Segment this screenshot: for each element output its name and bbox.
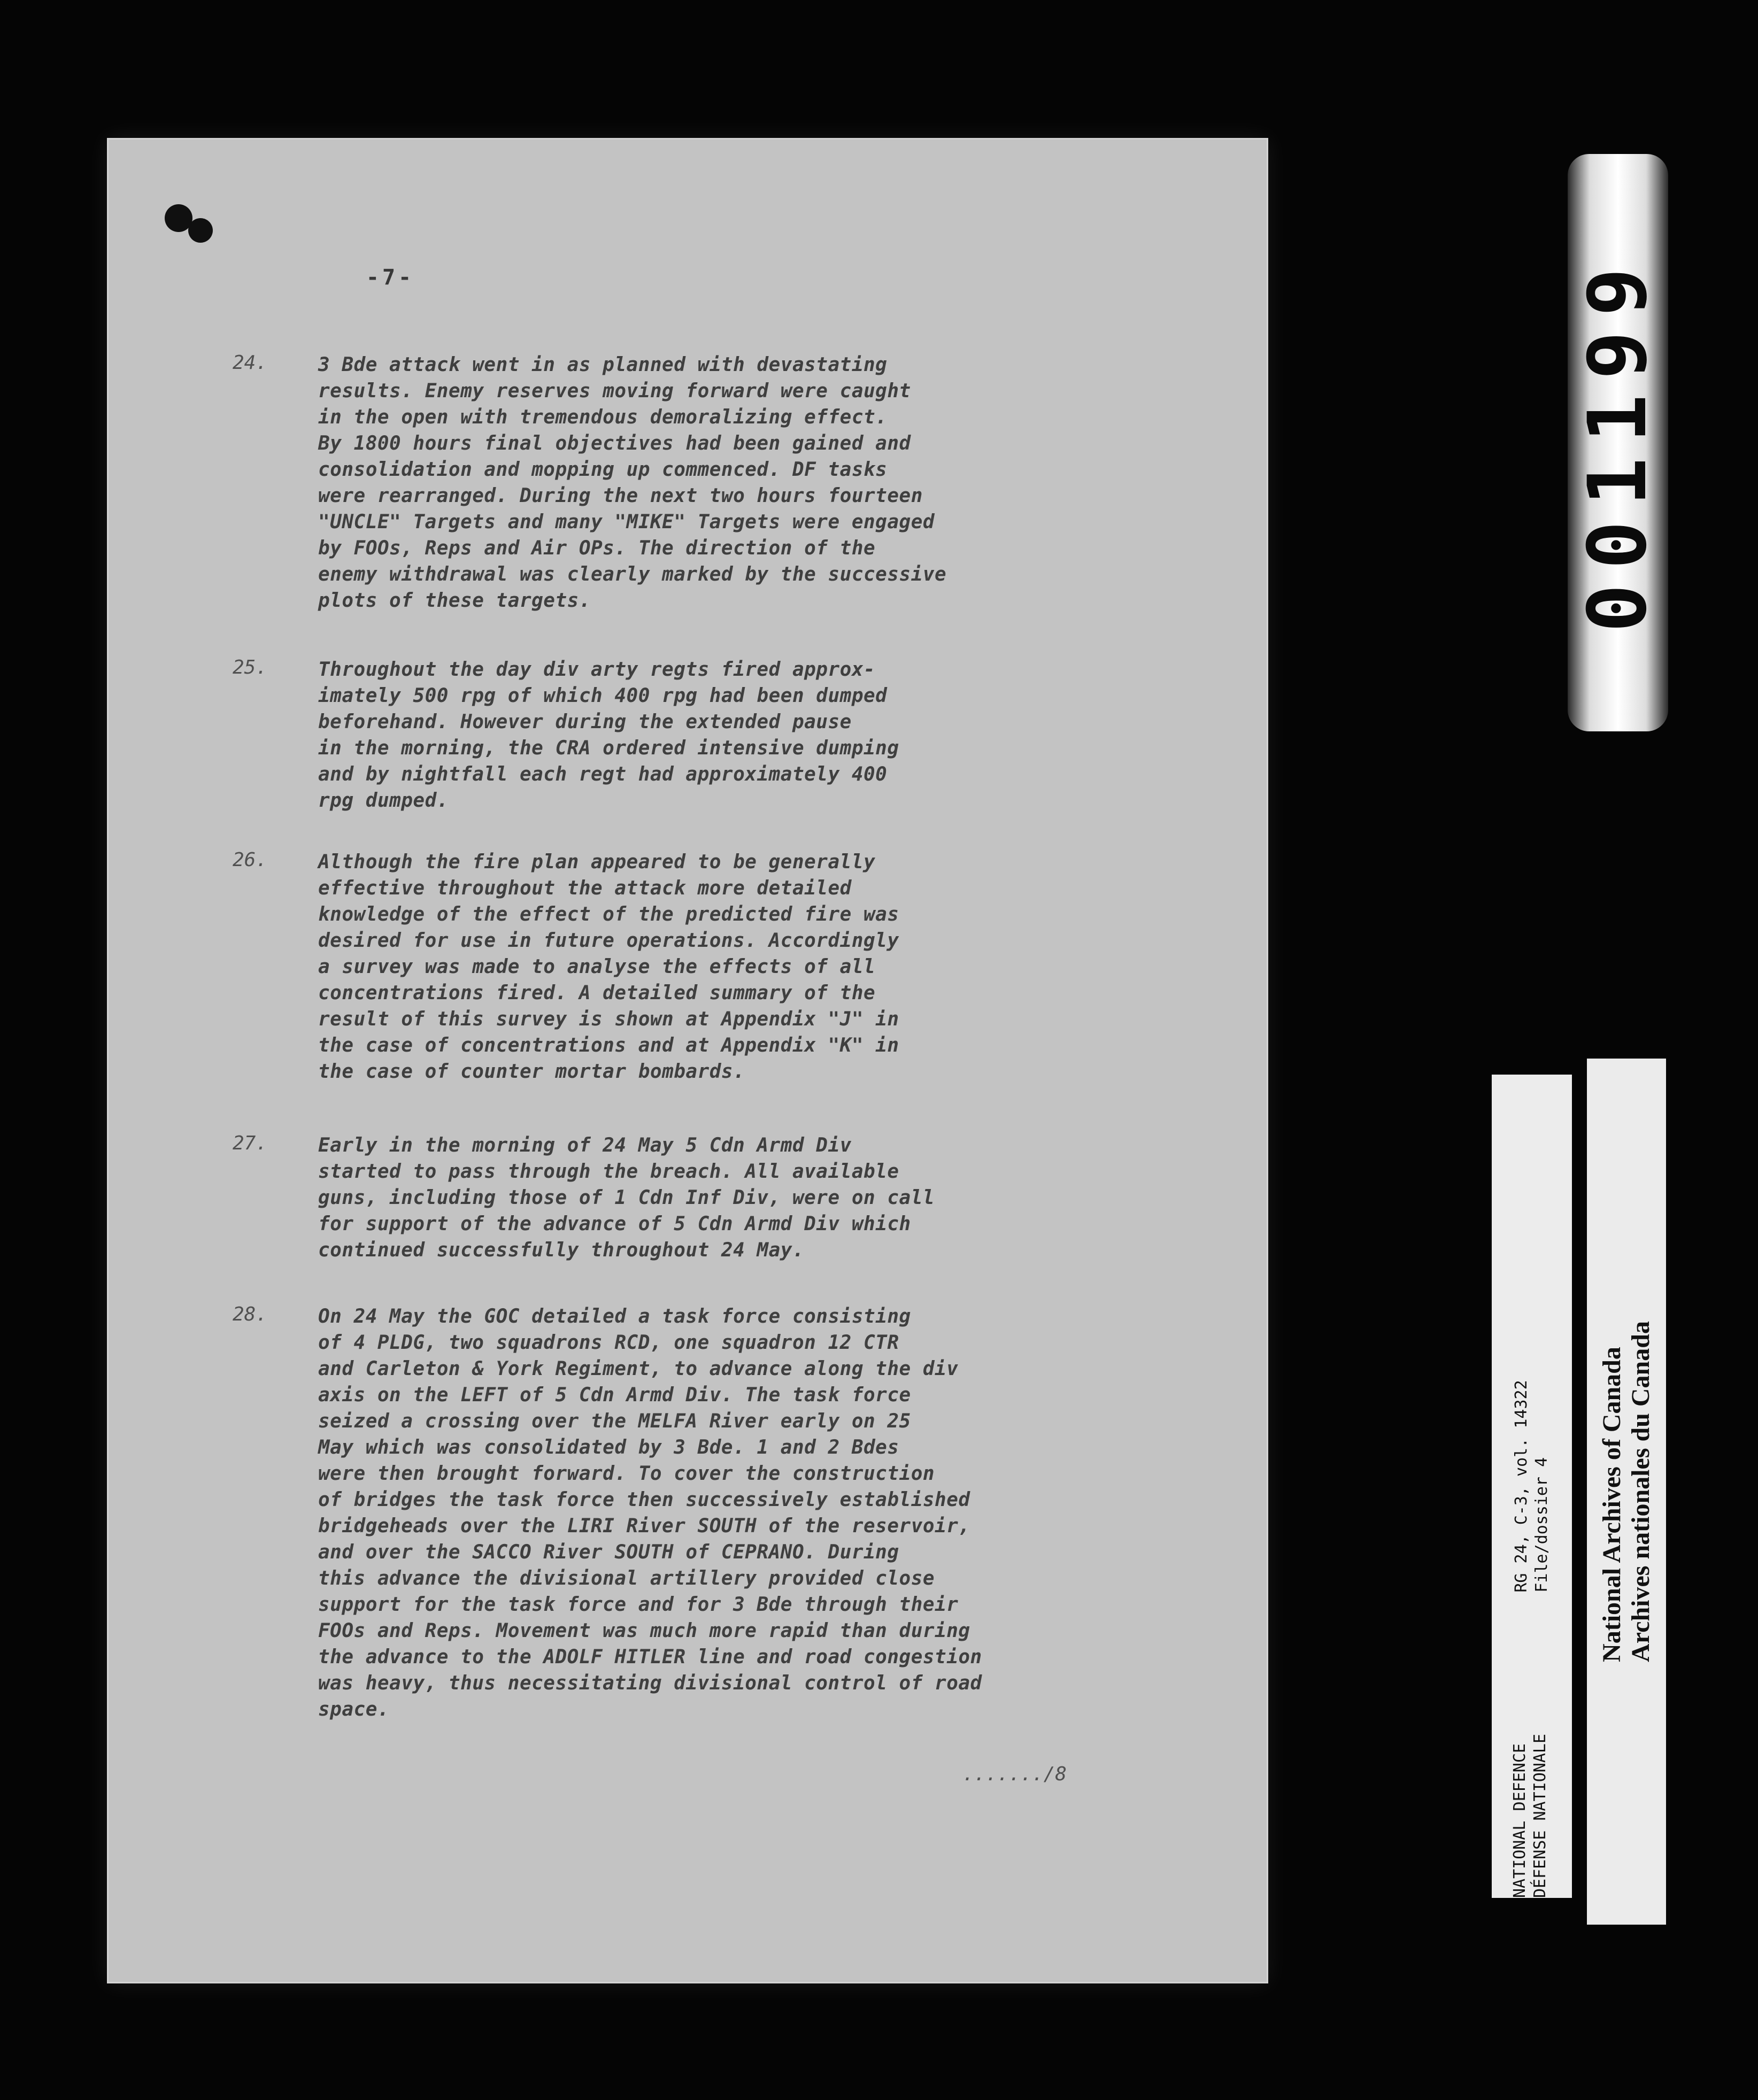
frame-number: 001199 xyxy=(1571,253,1664,632)
punch-hole-2 xyxy=(188,218,213,243)
department-line-1: NATIONAL DEFENCE xyxy=(1510,1743,1529,1898)
document-page xyxy=(107,138,1268,1983)
reference-line-2: File/dossier 4 xyxy=(1532,1457,1551,1593)
continuation-marker: ......./8 xyxy=(962,1763,1067,1785)
reference-line-1: RG 24, C-3, vol. 14322 xyxy=(1512,1380,1531,1593)
department-line-2: DÉFENSE NATIONALE xyxy=(1531,1733,1549,1898)
paragraph-number: 26. xyxy=(233,849,268,871)
stamp-line-2: Archives nationales du Canada xyxy=(1626,1321,1655,1662)
archives-stamp-text xyxy=(1598,1321,1655,1662)
archive-reference-text xyxy=(1512,1380,1552,1592)
paragraph-number: 24. xyxy=(233,352,268,374)
paragraph-text: Early in the morning of 24 May 5 Cdn Armd Div started to pass through the breach. All available guns, including those of 1 Cdn Inf Div, were on call for support of the advance of 5 Cdn Armd Div which continued successfully throughout 24 May. xyxy=(318,1134,935,1261)
paragraph-number: 28. xyxy=(233,1303,268,1325)
archive-reference-label xyxy=(1492,1075,1572,1898)
archives-stamp xyxy=(1587,1059,1666,1925)
paragraph-text: 3 Bde attack went in as planned with devastating results. Enemy reserves moving forward were caught in the open with tremendous demoralizing effect. By 1800 hours final objectives had been gained and consolidation and mopping up commenced. DF tasks were rearranged. During the next two hours fourteen "UNCLE" Targets and many "MIKE" Targets were engaged by FOOs, Reps and Air OPs. The direction of the enemy withdrawal was clearly marked by the successive plots of these targets. xyxy=(318,354,947,612)
microfilm-frame-strip xyxy=(1568,154,1668,731)
paragraph-text: Throughout the day div arty regts fired approx- imately 500 rpg of which 400 rpg had been dumped beforehand. However during the extended pause in the morning, the CRA ordered intensive dumping and by nightfall each regt had approximately 400 rpg dumped. xyxy=(318,659,899,812)
department-text xyxy=(1510,1734,1551,1898)
paragraph-text: Although the fire plan appeared to be generally effective throughout the attack more detailed knowledge of the effect of the predicted fire was desired for use in future operations. Accordingly a survey was made to analyse the effects of all concentrations fired. A detailed summary of the result of this survey is shown at Appendix "J" in the case of concentrations and at Appendix "K" in the case of counter mortar bombards. xyxy=(318,851,899,1083)
stamp-line-1: National Archives of Canada xyxy=(1598,1347,1626,1662)
page-number: -7- xyxy=(366,265,415,290)
paragraph-number: 25. xyxy=(233,657,268,678)
paragraph-text: On 24 May the GOC detailed a task force consisting of 4 PLDG, two squadrons RCD, one squadron 12 CTR and Carleton & York Regiment, to advance along the div axis on the LEFT of 5 Cdn Armd Div. The task force seized a crossing over the MELFA River early on 25 May which was consolidated by 3 Bde. 1 and 2 Bdes were then brought forward. To cover the construction of bridges the task force then successively established bridgeheads over the LIRI River SOUTH of the reservoir, and over the SACCO River SOUTH of CEPRANO. During this advance the divisional artillery provided close support for the task force and for 3 Bde through their FOOs and Reps. Movement was much more rapid than during the advance to the ADOLF HITLER line and road congestion was heavy, thus necessitating divisional control of road space. xyxy=(318,1306,982,1720)
paragraph-number: 27. xyxy=(233,1132,268,1154)
